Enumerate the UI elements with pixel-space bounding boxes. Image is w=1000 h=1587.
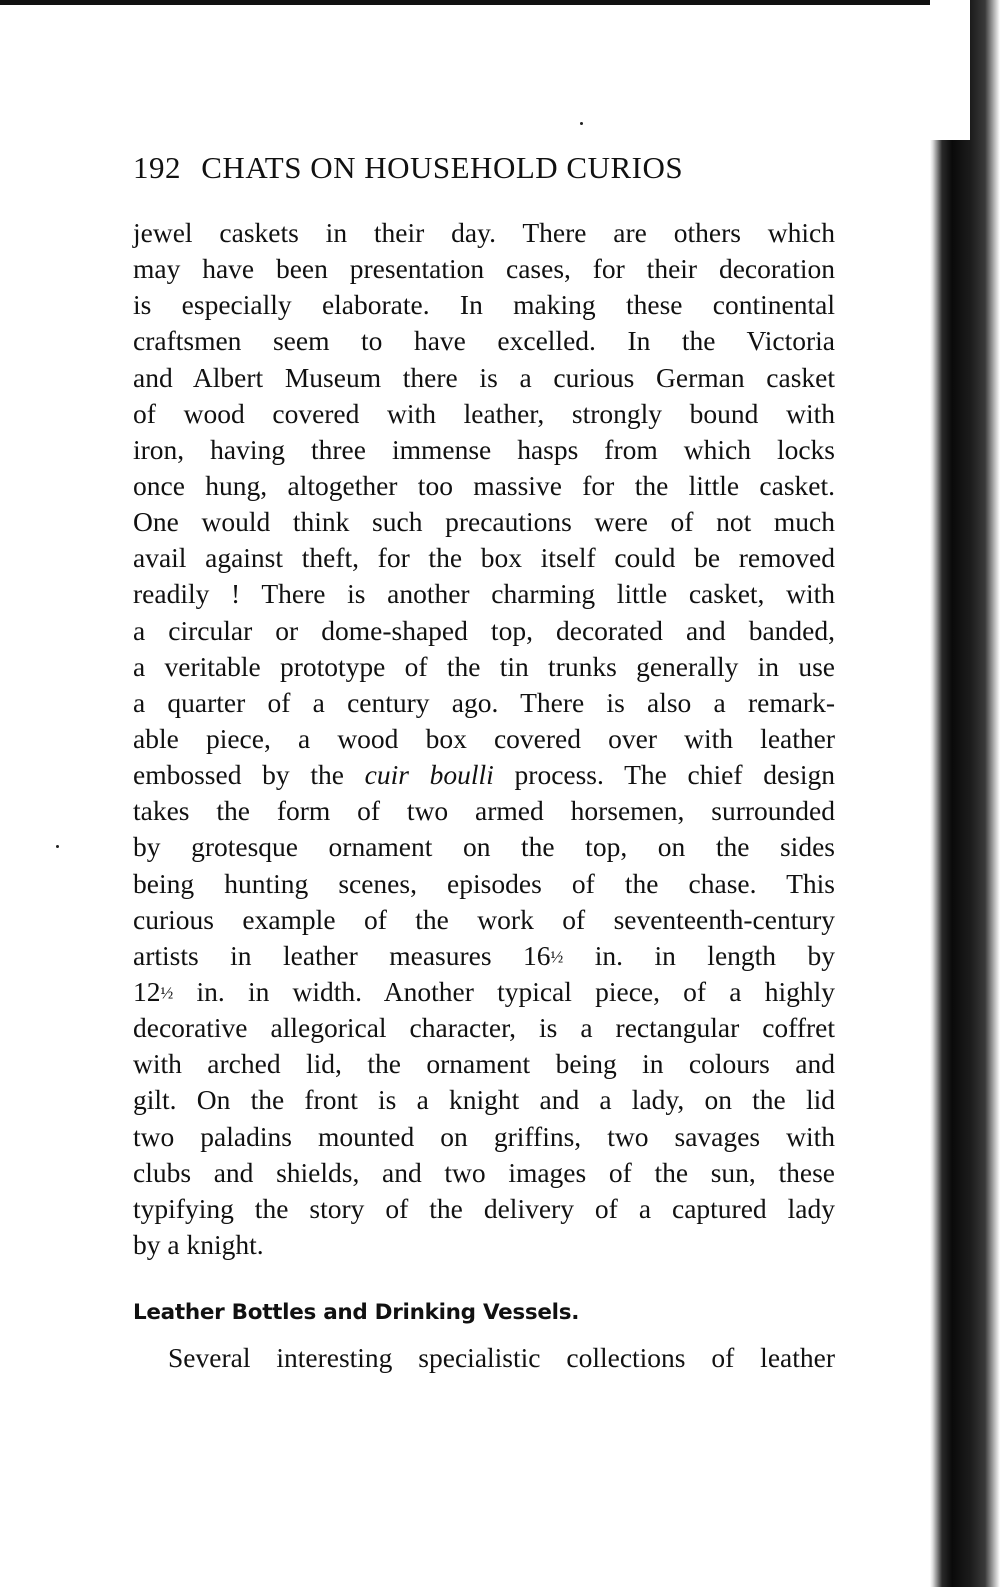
text-line: typifying the story of the delivery of a captured lady [133,1192,835,1224]
text-line: able piece, a wood box covered over with leather [133,722,835,754]
text-line: a circular or dome-shaped top, decorated and banded, [133,614,835,646]
text-line: iron, having three immense hasps from which locks [133,433,835,465]
next-paragraph-first-line: Several interesting specialistic collections of leather [168,1342,835,1373]
text-segment: artists in leather measures 16 [133,939,551,971]
text-line-with-italic [133,757,835,793]
scan-speck [56,845,59,848]
scan-right-edge [930,0,1000,1587]
scan-speck [580,122,583,125]
text-line: once hung, altogether too massive for the little casket. [133,469,835,501]
italic-term: cuir boulli [364,759,494,791]
text-line: may have been presentation cases, for their decoration [133,253,835,285]
text-line: being hunting scenes, episodes of the chase. This [133,867,835,899]
text-line: a quarter of a century ago. There is also a remark- [133,686,835,718]
fraction: ½ [160,983,174,1003]
text-segment: in. in width. Another typical piece, of a highly [173,975,835,1007]
text-segment: process. The chief design [514,759,835,791]
text-line: gilt. On the front is a knight and a lady, on the lid [133,1084,835,1116]
section-heading: Leather Bottles and Drinking Vessels. [133,1300,580,1325]
page-number: 192 [133,150,181,185]
running-header [133,150,833,186]
text-line: readily ! There is another charming little casket, with [133,578,835,610]
text-line: and Albert Museum there is a curious German casket [133,361,835,393]
text-line: craftsmen seem to have excelled. In the Victoria [133,325,835,357]
running-title: CHATS ON HOUSEHOLD CURIOS [201,150,684,185]
fraction: ½ [550,947,564,967]
text-line: with arched lid, the ornament being in colours and [133,1048,835,1080]
scan-right-edge-gap [930,0,970,140]
text-line: One would think such precautions were of not much [133,506,835,538]
text-line: of wood covered with leather, strongly bound with [133,397,835,429]
scan-top-edge [0,0,930,5]
text-line-with-fraction [133,974,835,1010]
text-line: a veritable prototype of the tin trunks generally in use [133,650,835,682]
text-segment: 12 [133,975,161,1007]
text-line: two paladins mounted on griffins, two savages with [133,1120,835,1152]
text-segment: in. in length by [563,939,835,971]
text-line: clubs and shields, and two images of the sun, these [133,1156,835,1188]
text-line: jewel caskets in their day. There are others which [133,217,835,248]
text-line: avail against theft, for the box itself could be removed [133,542,835,574]
body-paragraph [133,215,835,1263]
text-line: decorative allegorical character, is a rectangular coffret [133,1012,835,1044]
text-segment: embossed by the [133,759,344,791]
text-line-with-fraction [133,938,835,974]
text-line: curious example of the work of seventeenth-century [133,903,835,935]
text-line: takes the form of two armed horsemen, surrounded [133,795,835,827]
text-line: by grotesque ornament on the top, on the sides [133,831,835,863]
text-line: is especially elaborate. In making these continental [133,289,835,321]
text-line-last: by a knight. [133,1228,264,1260]
